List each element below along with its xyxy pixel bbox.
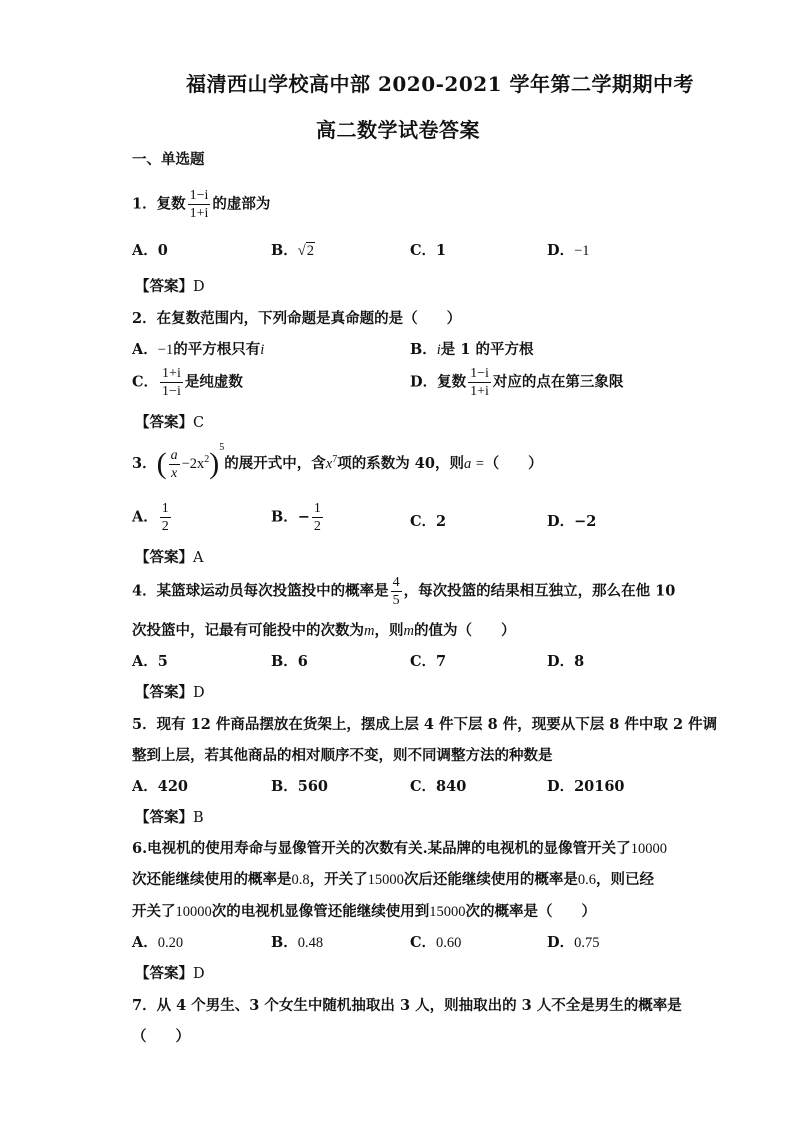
fraction-numerator: 1−i — [470, 366, 489, 381]
option-c: C．1 — [410, 242, 447, 259]
question-text: 次后还能继续使用的概率是 — [403, 871, 578, 888]
option-b — [271, 500, 325, 535]
option-value: −1 — [574, 243, 590, 259]
option-label: C． — [132, 373, 159, 391]
answer-value: D — [193, 966, 205, 982]
option-label: C． — [410, 934, 437, 951]
exponent: 7 — [332, 454, 338, 466]
question-7-line1: 7．从 4 个男生、3 个女生中随机抽取出 3 人，则抽取出的 3 人不全是男生的概率是 — [132, 997, 682, 1014]
question-text: ，则已经 — [596, 871, 654, 888]
answer-value: D — [193, 685, 205, 701]
answer-value: A — [193, 550, 204, 566]
question-text: 次的概率是（ ） — [465, 903, 596, 920]
answer-label: 【答案】 — [135, 549, 193, 566]
option-a: A．0 — [132, 242, 168, 259]
math-value: 15000 — [367, 872, 404, 888]
math-value: 10000 — [175, 904, 212, 920]
option-label: A． — [132, 934, 158, 951]
math-symbol: m — [403, 623, 414, 639]
left-paren: ( — [156, 447, 167, 480]
option-b — [271, 239, 315, 260]
option-d — [547, 931, 599, 952]
answer-label: 【答案】 — [135, 278, 193, 295]
question-text: 4．某篮球运动员每次投篮投中的概率是 — [132, 582, 389, 600]
math-value: 0.8 — [291, 872, 310, 888]
fraction-denominator: 2 — [161, 519, 169, 534]
question-text: 开关了 — [132, 903, 176, 920]
option-c: C．7 — [410, 653, 447, 670]
option-value: 0.48 — [297, 935, 324, 951]
sqrt-expression: √2 — [297, 243, 314, 259]
answer-4 — [135, 681, 205, 702]
question-text: 复数 — [156, 195, 186, 213]
fraction-denominator: x — [170, 465, 178, 481]
option-label: B． — [271, 242, 298, 259]
option-a: A．5 — [132, 653, 168, 670]
fraction-numerator: 1−i — [189, 188, 209, 203]
option-label: A． — [132, 341, 158, 358]
option-label: B．− — [271, 508, 310, 526]
answer-2 — [135, 411, 204, 432]
option-a — [132, 931, 183, 952]
option-label: A． — [132, 508, 158, 526]
option-label: D．复数 — [410, 373, 467, 391]
question-6-line3 — [132, 900, 596, 921]
question-number: 1． — [132, 195, 157, 213]
option-c: C．2 — [410, 513, 447, 530]
option-text: 对应的点在第三象限 — [492, 373, 624, 391]
question-3-stem — [132, 442, 543, 482]
fraction — [188, 187, 211, 222]
answer-label: 【答案】 — [135, 965, 193, 982]
fraction-denominator: 5 — [392, 593, 400, 608]
answer-6 — [135, 962, 205, 983]
radicand: 2 — [306, 243, 314, 259]
option-a: A．420 — [132, 778, 189, 795]
option-text: 的平方根只有 — [173, 341, 261, 358]
option-value: 0.60 — [436, 935, 462, 951]
page-title: 福清西山学校高中部 2020-2021 学年第二学期期中考 — [186, 72, 695, 96]
fraction — [312, 500, 323, 535]
option-b: B．6 — [271, 653, 308, 670]
option-label: D． — [547, 242, 575, 259]
option-a — [132, 338, 264, 359]
fraction-numerator: 1 — [161, 501, 169, 516]
answer-value: B — [193, 810, 204, 826]
question-4-line2 — [132, 619, 515, 640]
option-text: 是纯虚数 — [184, 373, 243, 391]
question-4-stem — [132, 574, 675, 609]
section-heading: 一、单选题 — [132, 151, 205, 168]
fraction-numerator: 1+i — [162, 366, 181, 381]
option-d: D．−2 — [547, 513, 597, 530]
right-paren: ) — [209, 447, 220, 480]
answer-label: 【答案】 — [135, 414, 193, 431]
answer-value: C — [193, 415, 205, 431]
option-value: 0.20 — [157, 935, 184, 951]
math-value: 10000 — [630, 841, 667, 857]
question-text: 项的系数为 40，则 — [337, 455, 464, 472]
math-symbol: i — [436, 342, 441, 358]
answer-label: 【答案】 — [135, 684, 193, 701]
fraction-numerator: 1 — [313, 501, 321, 516]
fraction-numerator: 4 — [392, 575, 400, 590]
math-symbol: m — [364, 623, 375, 639]
question-text: ，每次投篮的结果相互独立，那么在他 10 — [403, 582, 676, 600]
question-text: 次还能继续使用的概率是 — [132, 871, 292, 888]
option-d: D．8 — [547, 653, 585, 670]
math-value: −1 — [157, 342, 174, 358]
answer-value: D — [193, 279, 205, 295]
question-text: ，开关了 — [309, 871, 368, 888]
fraction — [391, 574, 402, 609]
option-c — [410, 931, 461, 952]
fraction-denominator: 2 — [313, 519, 321, 534]
option-c — [132, 365, 243, 400]
fraction — [160, 365, 183, 400]
option-b — [410, 338, 533, 359]
question-7-line2: （ ） — [132, 1028, 190, 1045]
fraction-numerator: a — [170, 447, 178, 463]
question-6-line2 — [132, 868, 654, 889]
question-1-stem — [132, 187, 270, 222]
option-label: B． — [410, 341, 437, 358]
answer-1 — [135, 275, 205, 296]
fraction — [169, 447, 180, 482]
question-text: 的虚部为 — [212, 195, 271, 213]
option-a — [132, 500, 173, 535]
fraction — [468, 365, 491, 400]
option-c: C．840 — [410, 778, 467, 795]
fraction — [160, 500, 171, 535]
math-term: −2x — [181, 456, 205, 472]
question-number: 3． — [132, 455, 157, 472]
math-symbol: x — [325, 456, 333, 472]
option-text: 是 1 的平方根 — [440, 341, 534, 358]
question-text: ，则 — [374, 622, 404, 639]
math-value: 0.6 — [577, 872, 596, 888]
option-b: B．560 — [271, 778, 329, 795]
option-label: B． — [271, 934, 298, 951]
answer-5 — [135, 806, 204, 827]
question-text: 6.电视机的使用寿命与显像管开关的次数有关.某品牌的电视机的显像管开关了 — [132, 840, 631, 857]
fraction-denominator: 1−i — [162, 384, 181, 399]
option-d — [410, 365, 623, 400]
answer-blank: （ ） — [484, 455, 543, 472]
question-text: 次投篮中，记最有可能投中的次数为 — [132, 622, 364, 639]
question-5-line2: 整到上层，若其他商品的相对顺序不变，则不同调整方法的种数是 — [132, 747, 553, 764]
option-b — [271, 931, 323, 952]
math-symbol: i — [260, 342, 265, 358]
math-value: 15000 — [429, 904, 466, 920]
exponent: 2 — [204, 454, 210, 466]
fraction-denominator: 1+i — [470, 384, 489, 399]
option-d: D．20160 — [547, 778, 625, 795]
exponent: 5 — [219, 442, 225, 453]
option-value: 0.75 — [574, 935, 600, 951]
fraction-denominator: 1+i — [189, 206, 209, 221]
option-d — [547, 239, 590, 260]
math-symbol: a = — [463, 456, 485, 472]
question-6-line1 — [132, 837, 667, 858]
option-label: D． — [547, 934, 575, 951]
page-subtitle: 高二数学试卷答案 — [316, 118, 480, 142]
answer-label: 【答案】 — [135, 809, 193, 826]
answer-3 — [135, 546, 203, 567]
question-text: 的展开式中，含 — [224, 455, 326, 472]
question-text: 次的电视机显像管还能继续使用到 — [211, 903, 430, 920]
question-2-stem: 2．在复数范围内，下列命题是真命题的是（ ） — [132, 310, 462, 327]
question-text: 的值为（ ） — [413, 622, 516, 639]
question-5-line1: 5．现有 12 件商品摆放在货架上，摆成上层 4 件下层 8 件，现要从下层 8 件中取 2 件调 — [132, 716, 718, 733]
